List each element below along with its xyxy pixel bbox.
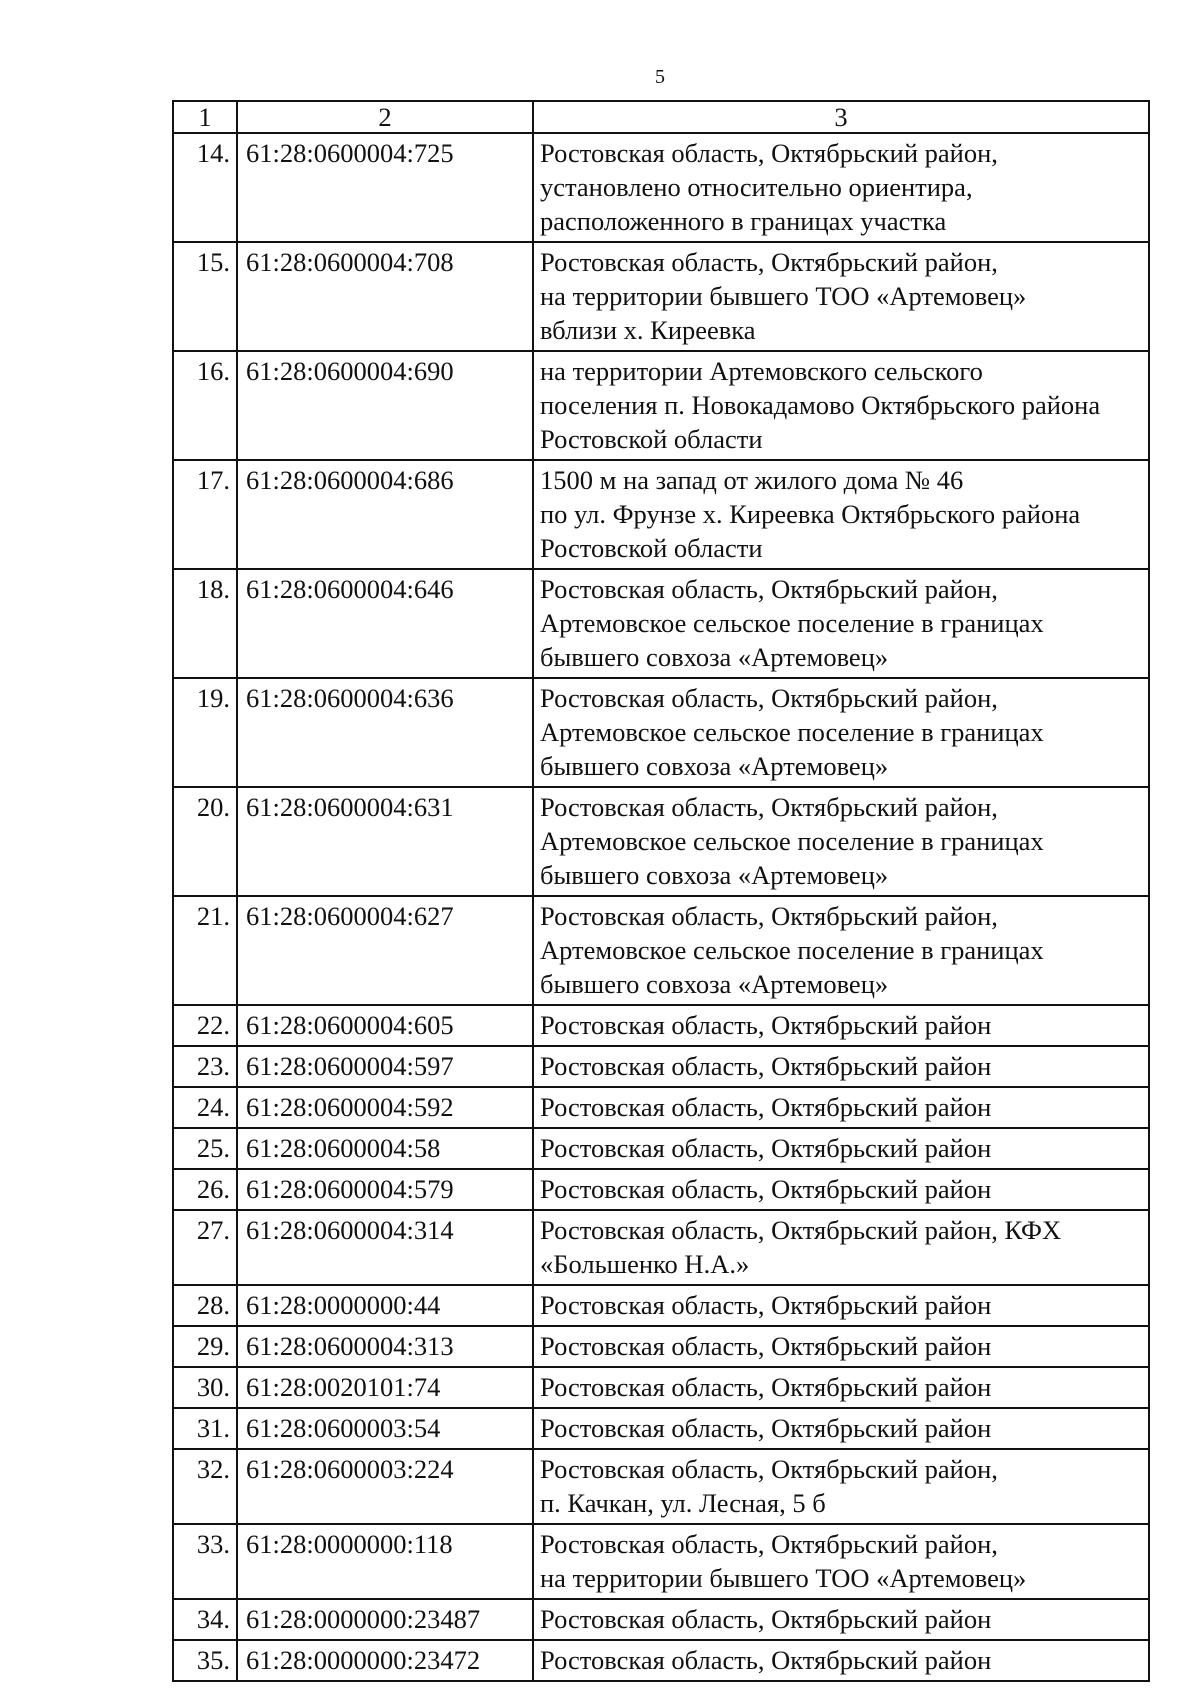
cadastral-number: 61:28:0600004:579: [237, 1169, 533, 1210]
row-number: 21.: [173, 896, 237, 1005]
cadastral-number: 61:28:0600004:627: [237, 896, 533, 1005]
row-number: 34.: [173, 1599, 237, 1640]
cadastral-number: 61:28:0600003:54: [237, 1408, 533, 1449]
address-line: Ростовская область, Октябрьский район: [540, 1413, 992, 1443]
address-cell: [533, 1449, 1149, 1524]
address-line: «Большенко Н.А.»: [540, 1249, 750, 1279]
cadastral-number: 61:28:0600004:597: [237, 1046, 533, 1087]
table-row: [173, 1169, 1149, 1210]
address-line: расположенного в границах участка: [540, 206, 947, 236]
address-cell: [533, 1087, 1149, 1128]
table-row: [173, 1326, 1149, 1367]
cadastral-number: 61:28:0600004:58: [237, 1128, 533, 1169]
address-cell: [533, 896, 1149, 1005]
address-line: Ростовская область, Октябрьский район: [540, 1372, 992, 1402]
address-line: Ростовская область, Октябрьский район,: [540, 1529, 998, 1559]
cadastral-number: 61:28:0600004:646: [237, 569, 533, 678]
table-row: [173, 1087, 1149, 1128]
cadastral-number: 61:28:0600004:708: [237, 242, 533, 351]
table-row: [173, 1005, 1149, 1046]
cadastral-number: 61:28:0600004:631: [237, 787, 533, 896]
table-row: [173, 1128, 1149, 1169]
address-line: Артемовское сельское поселение в границах: [540, 717, 1044, 747]
row-number: 17.: [173, 460, 237, 569]
table-row: [173, 569, 1149, 678]
table-row: [173, 1524, 1149, 1599]
address-line: Ростовская область, Октябрьский район,: [540, 138, 998, 168]
table-row: [173, 1640, 1149, 1681]
address-line: Ростовская область, Октябрьский район,: [540, 683, 998, 713]
address-line: п. Качкан, ул. Лесная, 5 б: [540, 1488, 826, 1518]
cadastral-number: 61:28:0600004:314: [237, 1210, 533, 1285]
address-cell: [533, 460, 1149, 569]
address-line: Ростовская область, Октябрьский район: [540, 1051, 992, 1081]
address-line: бывшего совхоза «Артемовец»: [540, 860, 889, 890]
address-line: Артемовское сельское поселение в границах: [540, 608, 1044, 638]
address-cell: [533, 133, 1149, 242]
table-row: [173, 896, 1149, 1005]
row-number: 16.: [173, 351, 237, 460]
address-cell: [533, 1524, 1149, 1599]
address-line: Ростовская область, Октябрьский район,: [540, 574, 998, 604]
table-row: [173, 351, 1149, 460]
cadastral-number: 61:28:0600004:725: [237, 133, 533, 242]
table-row: [173, 1285, 1149, 1326]
row-number: 14.: [173, 133, 237, 242]
address-line: бывшего совхоза «Артемовец»: [540, 642, 889, 672]
address-cell: [533, 1128, 1149, 1169]
row-number: 28.: [173, 1285, 237, 1326]
table-row: [173, 787, 1149, 896]
cadastral-number: 61:28:0000000:23487: [237, 1599, 533, 1640]
address-cell: [533, 1408, 1149, 1449]
address-cell: [533, 1599, 1149, 1640]
address-cell: [533, 1169, 1149, 1210]
row-number: 27.: [173, 1210, 237, 1285]
cadastral-number: 61:28:0600004:636: [237, 678, 533, 787]
header-row: [173, 101, 1149, 133]
cadastral-number: 61:28:0600004:690: [237, 351, 533, 460]
table-row: [173, 1408, 1149, 1449]
table-row: [173, 1367, 1149, 1408]
address-line: Ростовская область, Октябрьский район,: [540, 247, 998, 277]
cadastral-number: 61:28:0600004:592: [237, 1087, 533, 1128]
cadastral-number: 61:28:0020101:74: [237, 1367, 533, 1408]
address-cell: [533, 1005, 1149, 1046]
row-number: 18.: [173, 569, 237, 678]
row-number: 20.: [173, 787, 237, 896]
table-row: [173, 1046, 1149, 1087]
address-cell: [533, 1326, 1149, 1367]
address-line: Артемовское сельское поселение в границах: [540, 826, 1044, 856]
address-cell: [533, 1046, 1149, 1087]
address-line: Ростовская область, Октябрьский район: [540, 1604, 992, 1634]
page-number: 5: [655, 66, 665, 88]
address-line: установлено относительно ориентира,: [540, 172, 973, 202]
address-line: Ростовская область, Октябрьский район,: [540, 1454, 998, 1484]
address-line: на территории бывшего ТОО «Артемовец»: [540, 281, 1027, 311]
table-row: [173, 133, 1149, 242]
row-number: 15.: [173, 242, 237, 351]
header-cell-address: 3: [533, 101, 1149, 133]
row-number: 31.: [173, 1408, 237, 1449]
address-cell: [533, 678, 1149, 787]
address-cell: [533, 1367, 1149, 1408]
row-number: 25.: [173, 1128, 237, 1169]
address-cell: [533, 1285, 1149, 1326]
address-line: поселения п. Новокадамово Октябрьского района: [540, 390, 1101, 420]
address-line: на территории бывшего ТОО «Артемовец»: [540, 1563, 1027, 1593]
row-number: 19.: [173, 678, 237, 787]
address-line: Ростовская область, Октябрьский район: [540, 1174, 992, 1204]
cadastral-table: [172, 100, 1150, 1682]
address-line: Ростовская область, Октябрьский район: [540, 1010, 992, 1040]
address-cell: [533, 1210, 1149, 1285]
address-cell: [533, 1640, 1149, 1681]
table-row: [173, 1599, 1149, 1640]
row-number: 29.: [173, 1326, 237, 1367]
row-number: 26.: [173, 1169, 237, 1210]
address-line: Ростовская область, Октябрьский район: [540, 1290, 992, 1320]
address-line: 1500 м на запад от жилого дома № 46: [540, 465, 964, 495]
address-cell: [533, 351, 1149, 460]
address-line: Ростовской области: [540, 424, 763, 454]
cadastral-number: 61:28:0000000:23472: [237, 1640, 533, 1681]
address-line: бывшего совхоза «Артемовец»: [540, 751, 889, 781]
row-number: 22.: [173, 1005, 237, 1046]
address-cell: [533, 569, 1149, 678]
header-cell-cadastral: 2: [237, 101, 533, 133]
address-line: бывшего совхоза «Артемовец»: [540, 969, 889, 999]
address-line: Ростовская область, Октябрьский район: [540, 1645, 992, 1675]
address-line: вблизи х. Киреевка: [540, 315, 756, 345]
address-line: Ростовская область, Октябрьский район: [540, 1133, 992, 1163]
address-line: на территории Артемовского сельского: [540, 356, 983, 386]
cadastral-number: 61:28:0000000:118: [237, 1524, 533, 1599]
address-line: Ростовской области: [540, 533, 763, 563]
table-row: [173, 1210, 1149, 1285]
row-number: 24.: [173, 1087, 237, 1128]
address-line: Ростовская область, Октябрьский район,: [540, 901, 998, 931]
address-line: Ростовская область, Октябрьский район: [540, 1092, 992, 1122]
address-line: по ул. Фрунзе х. Киреевка Октябрьского района: [540, 499, 1081, 529]
row-number: 32.: [173, 1449, 237, 1524]
table-row: [173, 1449, 1149, 1524]
header-cell-num: 1: [173, 101, 237, 133]
cadastral-number: 61:28:0000000:44: [237, 1285, 533, 1326]
row-number: 33.: [173, 1524, 237, 1599]
address-line: Ростовская область, Октябрьский район: [540, 1331, 992, 1361]
table-row: [173, 678, 1149, 787]
address-cell: [533, 242, 1149, 351]
cadastral-number: 61:28:0600004:686: [237, 460, 533, 569]
address-line: Ростовская область, Октябрьский район,: [540, 792, 998, 822]
cadastral-number: 61:28:0600004:313: [237, 1326, 533, 1367]
row-number: 35.: [173, 1640, 237, 1681]
row-number: 23.: [173, 1046, 237, 1087]
cadastral-number: 61:28:0600003:224: [237, 1449, 533, 1524]
table-row: [173, 242, 1149, 351]
table-row: [173, 460, 1149, 569]
cadastral-number: 61:28:0600004:605: [237, 1005, 533, 1046]
address-cell: [533, 787, 1149, 896]
row-number: 30.: [173, 1367, 237, 1408]
address-line: Артемовское сельское поселение в границах: [540, 935, 1044, 965]
address-line: Ростовская область, Октябрьский район, КФХ: [540, 1215, 1062, 1245]
